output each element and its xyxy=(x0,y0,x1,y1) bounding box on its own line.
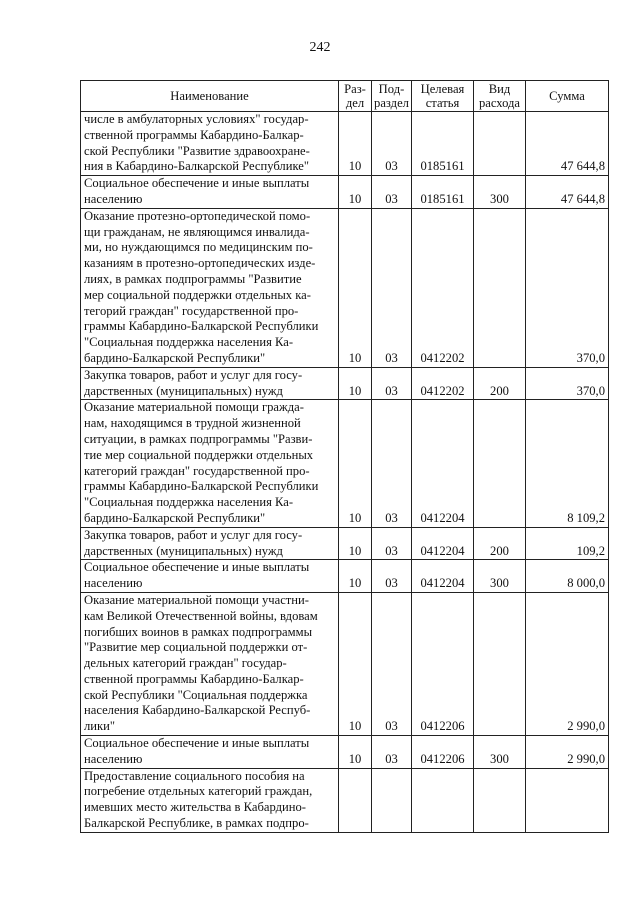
cell-name-line: населению xyxy=(84,191,143,206)
cell-name-line: ской Республики "Социальная поддержка xyxy=(84,687,308,702)
cell-name xyxy=(81,400,339,527)
cell-vid xyxy=(474,768,526,832)
cell-name-line: имевших место жительства в Кабардино- xyxy=(84,800,306,815)
cell-name xyxy=(81,112,339,176)
cell-razdel: 10 xyxy=(339,527,372,560)
cell-vid xyxy=(474,400,526,527)
cell-vid xyxy=(474,208,526,367)
cell-name-line: Социальное обеспечение и иные выплаты xyxy=(84,560,310,575)
cell-podrazdel: 03 xyxy=(372,736,412,769)
cell-name-line: бардино-Балкарской Республики" xyxy=(84,350,266,365)
cell-name-line: "Социальная поддержка населения Ка- xyxy=(84,335,294,350)
cell-celevaya: 0412202 xyxy=(412,208,474,367)
cell-celevaya: 0412204 xyxy=(412,527,474,560)
header-summa: Сумма xyxy=(526,81,609,112)
cell-name-line: Социальное обеспечение и иные выплаты xyxy=(84,176,310,191)
cell-name-line: "Социальная поддержка населения Ка- xyxy=(84,495,294,510)
cell-name-line: Закупка товаров, работ и услуг для госу- xyxy=(84,527,303,542)
cell-name-line: казаниям в протезно-ортопедических изде- xyxy=(84,256,316,271)
table-row xyxy=(81,400,609,527)
cell-celevaya: 0412202 xyxy=(412,367,474,400)
cell-summa: 47 644,8 xyxy=(526,176,609,209)
cell-vid xyxy=(474,592,526,735)
header-celevaya-line2: статья xyxy=(425,96,460,110)
cell-name-line: щи гражданам, не являющимся инвалида- xyxy=(84,224,310,239)
cell-summa: 109,2 xyxy=(526,527,609,560)
table-row xyxy=(81,560,609,593)
cell-razdel: 10 xyxy=(339,112,372,176)
cell-name xyxy=(81,768,339,832)
table-row xyxy=(81,736,609,769)
cell-name-line: ской Республики "Развитие здравоохране- xyxy=(84,143,310,158)
header-podrazdel-line2: раздел xyxy=(374,96,409,110)
cell-name-line: населению xyxy=(84,576,143,591)
header-razdel xyxy=(339,81,372,112)
page-number: 242 xyxy=(309,40,331,55)
cell-summa xyxy=(526,768,609,832)
cell-name-line: числе в амбулаторных условиях" государ- xyxy=(84,112,309,126)
header-celevaya xyxy=(412,81,474,112)
header-podrazdel xyxy=(372,81,412,112)
cell-podrazdel xyxy=(372,768,412,832)
cell-celevaya: 0412204 xyxy=(412,560,474,593)
cell-name xyxy=(81,367,339,400)
table-row xyxy=(81,592,609,735)
cell-razdel: 10 xyxy=(339,400,372,527)
cell-name-line: граммы Кабардино-Балкарской Республики xyxy=(84,319,319,334)
cell-name-line: Оказание материальной помощи участни- xyxy=(84,592,309,607)
cell-razdel xyxy=(339,768,372,832)
header-podrazdel-line1: Под- xyxy=(378,82,405,96)
cell-name-line: погребение отдельных категорий граждан, xyxy=(84,784,313,799)
cell-name-line: ми, но нуждающимся по медицинским по- xyxy=(84,240,313,255)
cell-name xyxy=(81,527,339,560)
cell-name-line: населения Кабардино-Балкарской Респуб- xyxy=(84,703,311,718)
cell-celevaya xyxy=(412,768,474,832)
cell-name-line: Закупка товаров, работ и услуг для госу- xyxy=(84,367,303,382)
cell-summa: 370,0 xyxy=(526,208,609,367)
cell-name-line: Балкарской Республике, в рамках подпро- xyxy=(84,816,309,831)
cell-name-line: дарственных (муниципальных) нужд xyxy=(84,543,283,558)
cell-razdel: 10 xyxy=(339,592,372,735)
header-vid xyxy=(474,81,526,112)
header-razdel-line2: дел xyxy=(345,96,365,110)
cell-summa: 8 000,0 xyxy=(526,560,609,593)
cell-name xyxy=(81,208,339,367)
cell-celevaya: 0185161 xyxy=(412,112,474,176)
cell-name-line: лиях, в рамках подпрограммы "Развитие xyxy=(84,271,302,286)
cell-summa: 2 990,0 xyxy=(526,736,609,769)
table-body xyxy=(81,112,609,833)
cell-name-line: ственной программы Кабардино-Балкар- xyxy=(84,671,304,686)
cell-celevaya: 0412206 xyxy=(412,592,474,735)
header-razdel-line1: Раз- xyxy=(344,82,366,96)
cell-podrazdel: 03 xyxy=(372,400,412,527)
cell-vid: 300 xyxy=(474,560,526,593)
cell-name-line: дельных категорий граждан" государ- xyxy=(84,656,287,671)
cell-razdel: 10 xyxy=(339,560,372,593)
header-vid-line1: Вид xyxy=(488,82,511,96)
cell-vid: 200 xyxy=(474,527,526,560)
header-name: Наименование xyxy=(81,81,339,112)
cell-celevaya: 0412204 xyxy=(412,400,474,527)
cell-name-line: нам, находящимся в трудной жизненной xyxy=(84,416,301,431)
cell-name xyxy=(81,592,339,735)
cell-podrazdel: 03 xyxy=(372,367,412,400)
cell-razdel: 10 xyxy=(339,736,372,769)
cell-name-line: категорий граждан" государственной про- xyxy=(84,463,310,478)
table-row xyxy=(81,527,609,560)
cell-podrazdel: 03 xyxy=(372,527,412,560)
cell-summa: 47 644,8 xyxy=(526,112,609,176)
table-row xyxy=(81,112,609,176)
cell-summa: 2 990,0 xyxy=(526,592,609,735)
cell-name-line: тие мер социальной поддержки отдельных xyxy=(84,447,314,462)
cell-name-line: Социальное обеспечение и иные выплаты xyxy=(84,736,310,751)
cell-name xyxy=(81,176,339,209)
cell-podrazdel: 03 xyxy=(372,208,412,367)
cell-name-line: ния в Кабардино-Балкарской Республике" xyxy=(84,159,309,174)
cell-name-line: Оказание протезно-ортопедической помо- xyxy=(84,208,311,223)
cell-name-line: погибших воинов в рамках подпрограммы xyxy=(84,624,313,639)
header-celevaya-line1: Целевая xyxy=(420,82,465,96)
header-vid-line2: расхода xyxy=(478,96,521,110)
cell-podrazdel: 03 xyxy=(372,176,412,209)
cell-name xyxy=(81,736,339,769)
cell-vid: 200 xyxy=(474,367,526,400)
table-row xyxy=(81,367,609,400)
cell-podrazdel: 03 xyxy=(372,560,412,593)
cell-podrazdel: 03 xyxy=(372,112,412,176)
cell-name-line: ственной программы Кабардино-Балкар- xyxy=(84,127,304,142)
cell-name-line: ситуации, в рамках подпрограммы "Разви- xyxy=(84,431,313,446)
table-row xyxy=(81,768,609,832)
cell-razdel: 10 xyxy=(339,208,372,367)
cell-name-line: тегорий граждан" государственной про- xyxy=(84,303,299,318)
cell-razdel: 10 xyxy=(339,367,372,400)
cell-vid: 300 xyxy=(474,176,526,209)
cell-celevaya: 0185161 xyxy=(412,176,474,209)
cell-name-line: бардино-Балкарской Республики" xyxy=(84,510,266,525)
cell-name-line: мер социальной поддержки отдельных ка- xyxy=(84,287,311,302)
cell-celevaya: 0412206 xyxy=(412,736,474,769)
table-header-row xyxy=(81,81,609,112)
cell-name-line: лики" xyxy=(84,719,116,734)
cell-name-line: дарственных (муниципальных) нужд xyxy=(84,383,283,398)
cell-name xyxy=(81,560,339,593)
cell-name-line: "Развитие мер социальной поддержки от- xyxy=(84,640,308,655)
cell-name-line: Предоставление социального пособия на xyxy=(84,768,305,783)
cell-vid xyxy=(474,112,526,176)
cell-vid: 300 xyxy=(474,736,526,769)
budget-table xyxy=(80,80,609,833)
table-row xyxy=(81,208,609,367)
cell-name-line: граммы Кабардино-Балкарской Республики xyxy=(84,479,319,494)
cell-name-line: кам Великой Отечественной войны, вдовам xyxy=(84,608,318,623)
cell-summa: 370,0 xyxy=(526,367,609,400)
cell-name-line: населению xyxy=(84,751,143,766)
cell-podrazdel: 03 xyxy=(372,592,412,735)
cell-razdel: 10 xyxy=(339,176,372,209)
table-row xyxy=(81,176,609,209)
cell-summa: 8 109,2 xyxy=(526,400,609,527)
cell-name-line: Оказание материальной помощи гражда- xyxy=(84,400,304,415)
